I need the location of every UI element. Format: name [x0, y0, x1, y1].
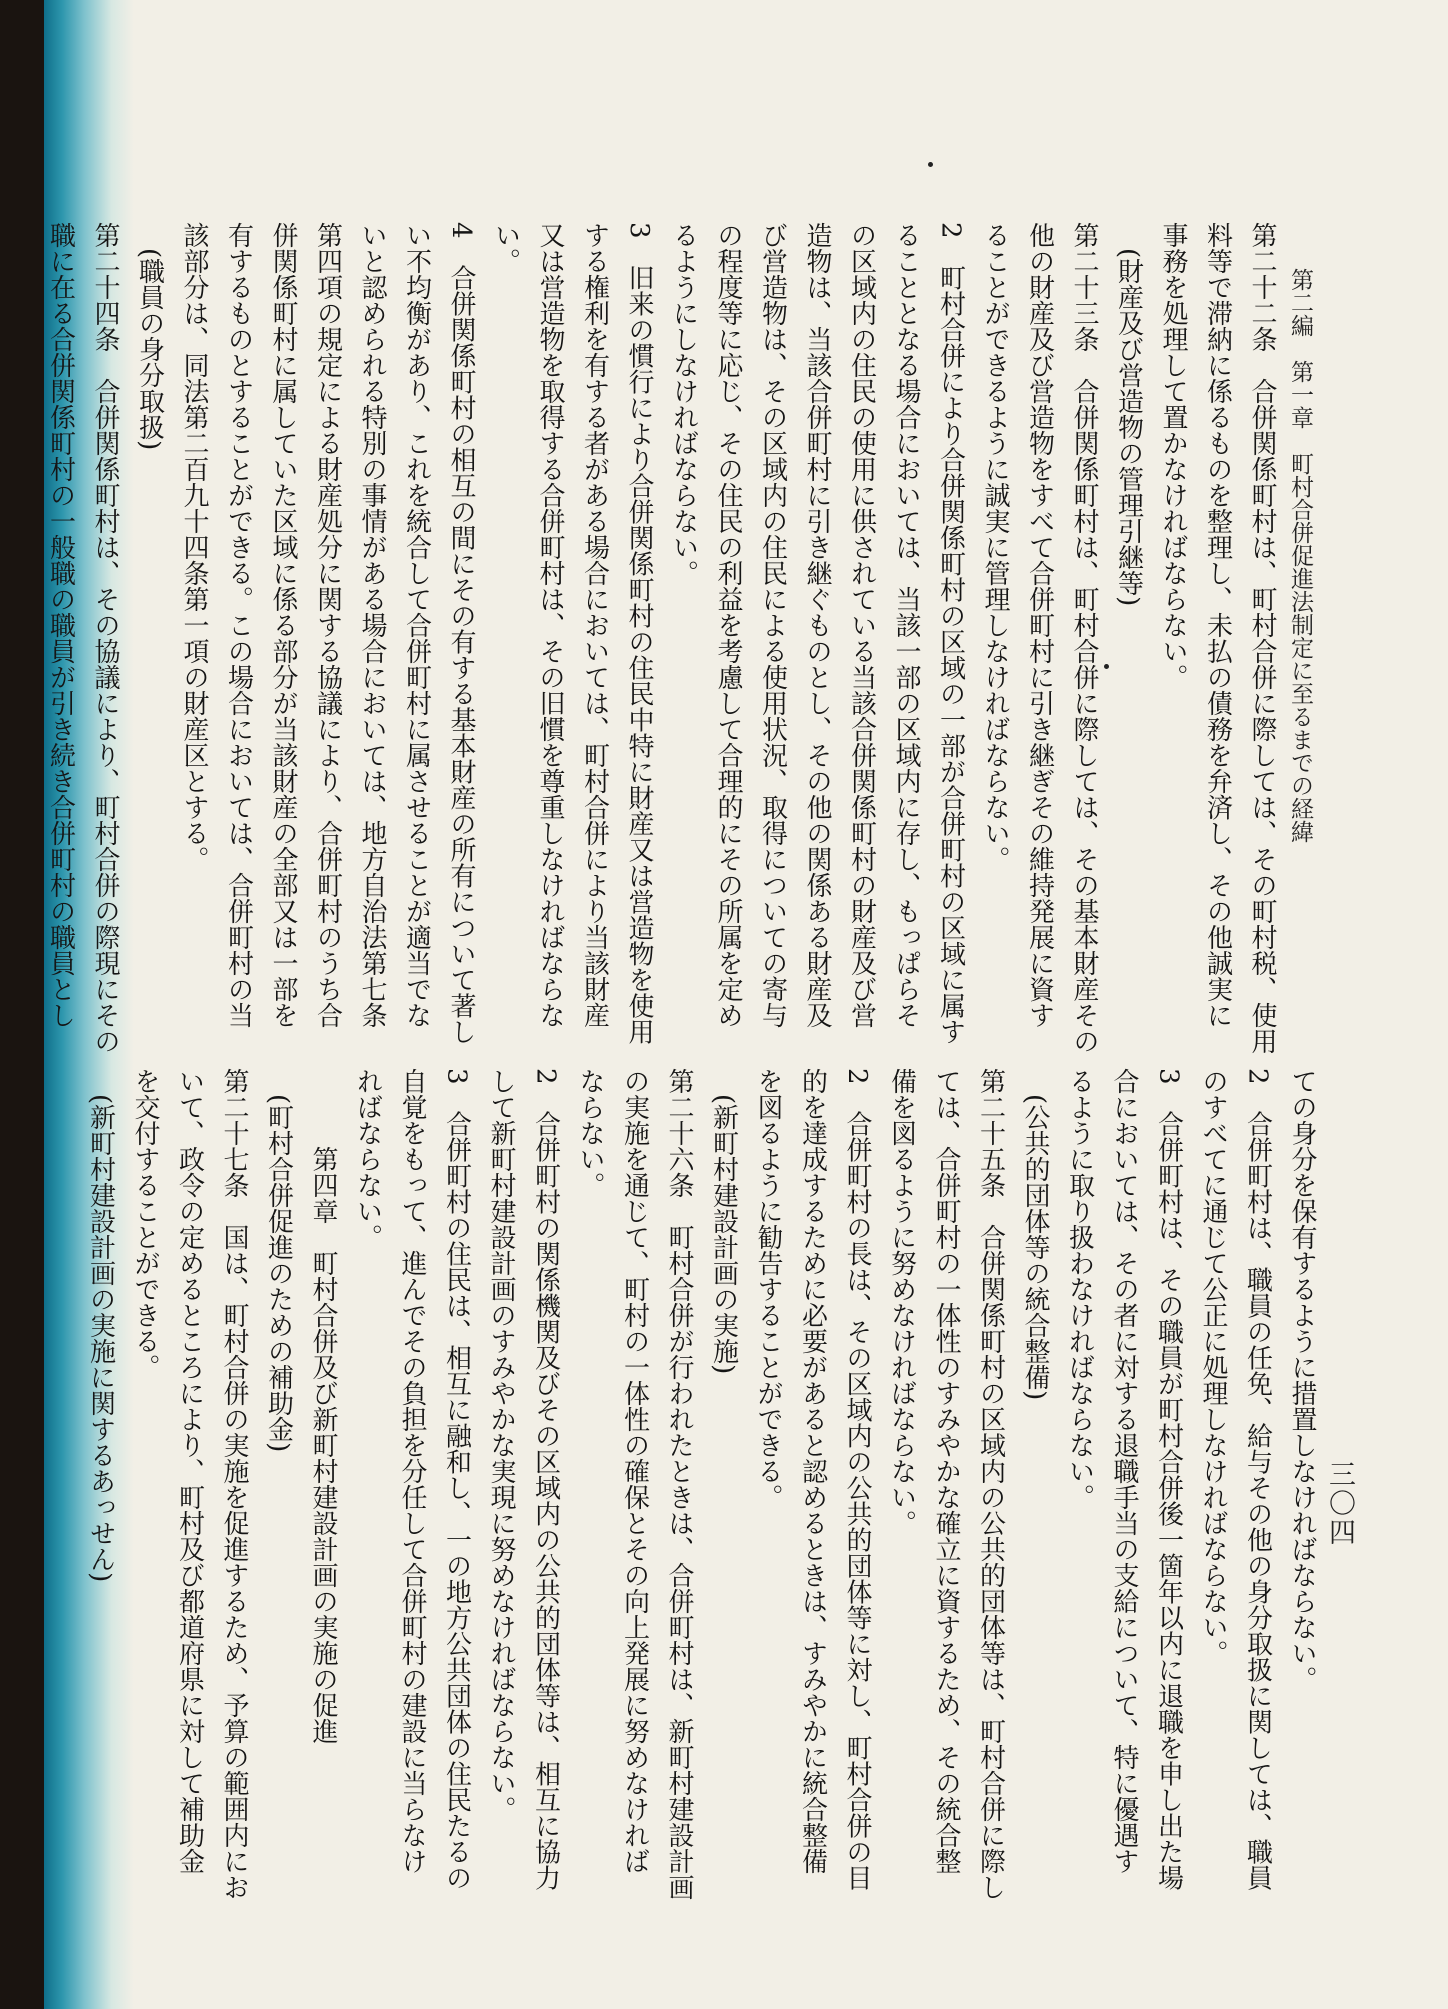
- text-line: する権利を有する者がある場合においては、町村合併により当該財産: [579, 222, 610, 1028]
- text-line: ての身分を保有するように措置しなければならない。: [1287, 1068, 1317, 1692]
- text-line: 料等で滞納に係るものを整理し、未払の債務を弁済し、その他誠実に: [1202, 222, 1233, 1028]
- text-line: 2 町村合併により合併関係町村の区域の一部が合併町村の区域に属す: [935, 222, 966, 1045]
- speck-mark: [1104, 664, 1109, 669]
- lower-text-column: [85, 1068, 1324, 1900]
- text-line: して新町村建設計画のすみやかな実現に努めなければならない。: [486, 1068, 516, 1822]
- text-line: び営造物は、その区域内の住民による使用状況、取得についての寄与: [757, 222, 788, 1028]
- text-line: ることができるように誠実に管理しなければならない。: [980, 222, 1010, 872]
- text-line: 第二十四条 合併関係町村は、その協議により、町村合併の際現にその: [90, 222, 120, 1054]
- text-line: 備を図るように努めなければならない。: [886, 1068, 917, 1536]
- text-line: ればならない。: [352, 1068, 383, 1250]
- page-number: 三〇四: [1324, 1460, 1355, 1547]
- upper-text-column: [45, 222, 1284, 1072]
- running-header: 第二編 第一章 町村合併促進法制定に至るまでの経緯: [1287, 268, 1313, 843]
- text-line: 3 旧来の慣行により合併関係町村の住民中特に財産又は営造物を使用: [624, 222, 654, 1045]
- text-line: いて、政令の定めるところにより、町村及び都道府県に対して補助金: [174, 1068, 205, 1874]
- text-line: 第二十二条 合併関係町村は、町村合併に際しては、その町村税、使用: [1247, 222, 1277, 1054]
- text-line: 有するものとすることができる。この場合においては、合併町村の当: [223, 222, 254, 1028]
- text-line: の区域内の住民の使用に供されている当該合併関係町村の財産及び営: [846, 222, 877, 1028]
- text-line: 的を達成するために必要があると認めるときは、すみやかに統合整備: [797, 1068, 828, 1874]
- text-line: 2 合併町村の関係機関及びその区域内の公共的団体等は、相互に協力: [530, 1068, 561, 1891]
- text-line: の実施を通じて、町村の一体性の確保とその向上発展に努めなければ: [619, 1068, 650, 1874]
- text-line: ならない。: [575, 1068, 605, 1198]
- text-line: 他の財産及び営造物をすべて合併町村に引き継ぎその維持発展に資す: [1024, 222, 1055, 1028]
- text-line: るように取り扱わなければならない。: [1064, 1068, 1095, 1510]
- text-line: い不均衡があり、これを統合して合併町村に属させることが適当でな: [401, 222, 432, 1028]
- text-line: の程度等に応じ、その住民の利益を考慮して合理的にその所属を定め: [713, 222, 743, 1028]
- text-line: 3 合併町村の住民は、相互に融和し、一の地方公共団体の住民たるの: [441, 1068, 472, 1891]
- text-line: 3 合併町村は、その職員が町村合併後一箇年以内に退職を申し出た場: [1153, 1068, 1184, 1891]
- text-line: るようにしなければならない。: [668, 222, 699, 586]
- text-line: い。: [490, 222, 521, 274]
- text-line: いと認められる特別の事情がある場合においては、地方自治法第七条: [357, 222, 387, 1028]
- text-line: 併関係町村に属していた区域に係る部分が当該財産の全部又は一部を: [268, 222, 298, 1028]
- text-line: 又は営造物を取得する合併町村は、その旧慣を尊重しなければならな: [535, 222, 565, 1028]
- text-line: ることとなる場合においては、当該一部の区域内に存し、もっぱらそ: [891, 222, 921, 1028]
- text-line: 事務を処理して置かなければならない。: [1158, 222, 1188, 690]
- book-page: [44, 0, 1448, 2009]
- text-line: 2 合併町村の長は、その区域内の公共的団体等に対し、町村合併の目: [842, 1068, 872, 1891]
- text-line: 該部分は、同法第二百九十四条第一項の財産区とする。: [179, 222, 209, 872]
- text-line: のすべてに通じて公正に処理しなければならない。: [1198, 1068, 1228, 1666]
- text-line: を交付することができる。: [130, 1068, 160, 1380]
- text-line: 合においては、その者に対する退職手当の支給について、特に優遇す: [1109, 1068, 1139, 1874]
- speck-mark: [928, 162, 933, 167]
- text-line: 自覚をもって、進んでその負担を分任して合併町村の建設に当らなけ: [397, 1068, 427, 1874]
- text-line: 第二十七条 国は、町村合併の実施を促進するため、予算の範囲内にお: [219, 1068, 249, 1900]
- text-line: を図るように勧告することができる。: [753, 1068, 783, 1510]
- text-line: 職に在る合併関係町村の一般職の職員が引き続き合併町村の職員とし: [45, 222, 76, 1028]
- text-line: 4 合併関係町村の相互の間にその有する基本財産の所有について著し: [446, 222, 476, 1045]
- text-line: (新町村建設計画の実施): [708, 1094, 739, 1375]
- text-line: 第四章 町村合併及び新町村建設計画の実施の促進: [308, 1146, 338, 1744]
- text-line: 第二十五条 合併関係町村の区域内の公共的団体等は、町村合併に際し: [975, 1068, 1006, 1900]
- text-line: 第四項の規定による財産処分に関する協議により、合併町村のうち合: [312, 222, 343, 1028]
- text-line: 2 合併町村は、職員の任免、給与その他の身分取扱に関しては、職員: [1242, 1068, 1273, 1891]
- text-line: (財産及び営造物の管理引継等): [1113, 248, 1144, 607]
- text-line: 造物は、当該合併町村に引き継ぐものとし、その他の関係ある財産及: [802, 222, 832, 1028]
- text-line: 第二十三条 合併関係町村は、町村合併に際しては、その基本財産その: [1069, 222, 1099, 1054]
- text-line: ては、合併町村の一体性のすみやかな確立に資するため、その統合整: [931, 1068, 961, 1874]
- text-line: (職員の身分取扱): [134, 248, 165, 451]
- text-line: (新町村建設計画の実施に関するあっせん): [85, 1094, 116, 1583]
- text-line: 第二十六条 町村合併が行われたときは、合併町村は、新町村建設計画: [664, 1068, 694, 1900]
- text-line: (町村合併促進のための補助金): [263, 1094, 294, 1453]
- text-line: (公共的団体等の統合整備): [1020, 1094, 1050, 1401]
